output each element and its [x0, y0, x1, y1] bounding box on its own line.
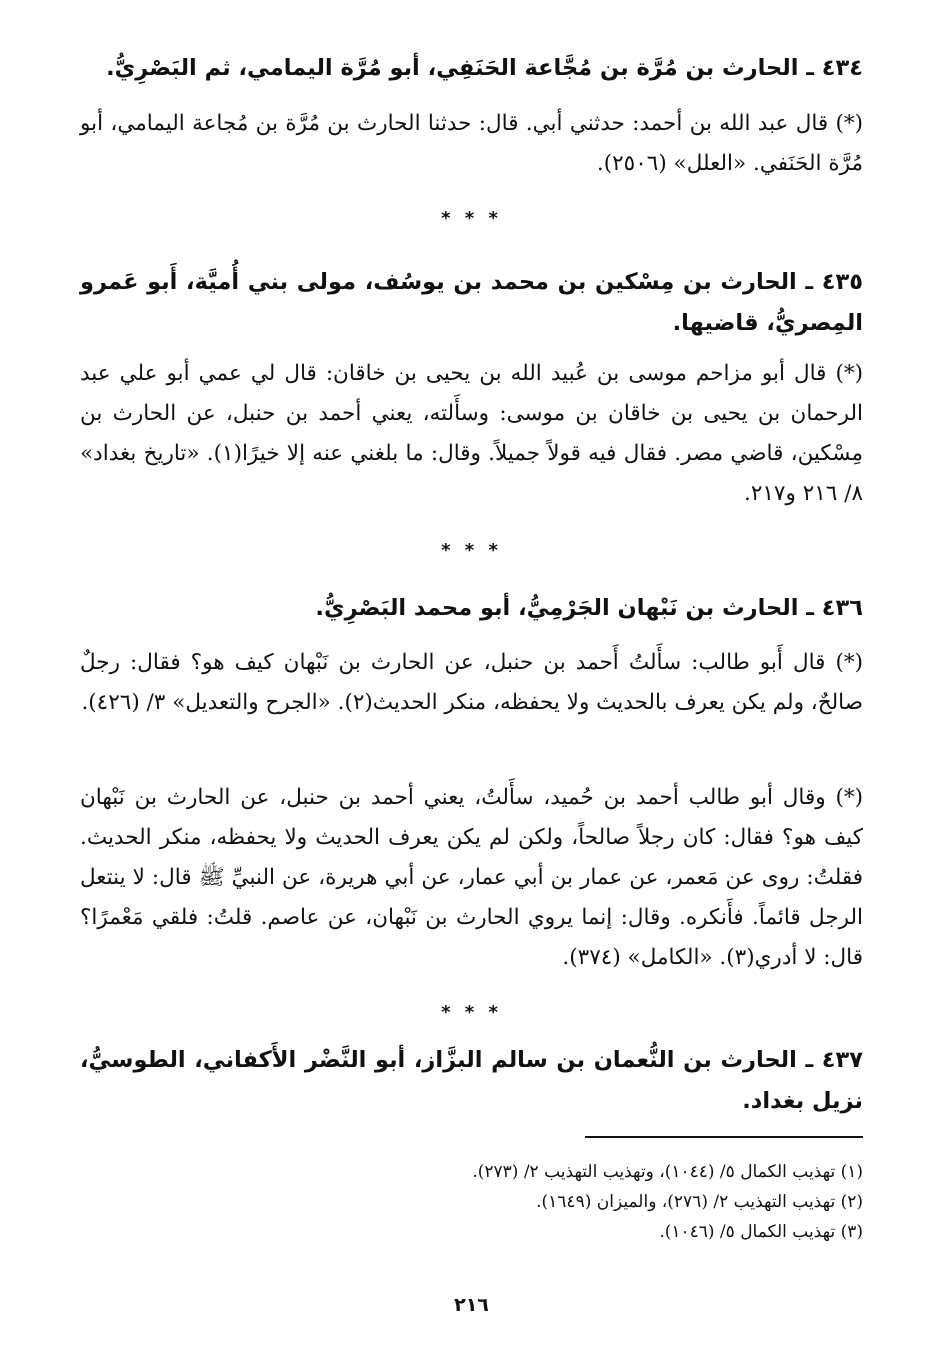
- footnote-rule: [585, 1136, 863, 1138]
- entry-436-paragraph-1: (*) قال أَبو طالب: سأَلتُ أَحمد بن حنبل، عن الحارث بن نَبْهان كيف هو؟ فقال: رجلٌ صالحٌ، ولم يكن يعرف بالحديث ولا يحفظه، منكر الحديث(٢). «الجرح والتعديل» ٣/ (٤٢٦).: [80, 650, 863, 715]
- page-number: ٢١٦: [454, 1294, 489, 1316]
- entry-436-heading: ٤٣٦ ـ الحارث بن نَبْهان الجَرْمِيُّ، أبو محمد البَصْرِيُّ.: [315, 595, 863, 621]
- footnote-3: (٣) تهذيب الكمال ٥/ (١٠٤٦).: [659, 1222, 863, 1242]
- entry-434-paragraph: (*) قال عبد الله بن أحمد: حدثني أبي. قال: حدثنا الحارث بن مُرَّة بن مُجاعة اليمامي، أبو مُرَّة الحَنَفي. «العلل» (٢٥٠٦).: [80, 111, 863, 176]
- entry-436-paragraph-2: (*) وقال أبو طالب أحمد بن حُميد، سأَلتُ، يعني أحمد بن حنبل، عن الحارث بن نَبْهان كيف هو؟ فقال: كان رجلاً صالحاً، ولكن لم يكن يعرف الحديث ولا يحفظه، منكر الحديث. فقلتُ: روى عن مَعمر، عن عمار بن أبي عمار، عن أبي هريرة، عن النبيِّ ﷺ قال: لا ينتعل الرجل قائماً. فأَنكره. وقال: إنما يروي الحارث بن نَبْهان، عن عاصم. قلتُ: فلقي مَعْمرًا؟ قال: لا أدري(٣). «الكامل» (٣٧٤).: [80, 785, 863, 970]
- entry-434-heading: ٤٣٤ ـ الحارث بن مُرَّة بن مُجَّاعة الحَنَفِي، أبو مُرَّة اليمامي، ثم البَصْرِيُّ.: [106, 55, 863, 81]
- entry-435-paragraph: (*) قال أبو مزاحم موسى بن عُبيد الله بن يحيى بن خاقان: قال لي عمي أبو علي عبد الرحمان بن يحيى بن خاقان بن موسى: وسأَلته، يعني أحمد بن حنبل، عن الحارث بن مِسْكين، قاضي مصر. فقال فيه قولاً جميلاً. وقال: ما بلغني عنه إلا خيرًا(١). «تاريخ بغداد» ٨/ ٢١٦ و٢١٧.: [80, 361, 863, 506]
- section-separator: * * *: [441, 540, 502, 561]
- footnote-1: (١) تهذيب الكمال ٥/ (١٠٤٤)، وتهذيب التهذيب ٢/ (٢٧٣).: [472, 1162, 863, 1182]
- section-separator: * * *: [441, 208, 502, 229]
- entry-437-heading: ٤٣٧ ـ الحارث بن النُّعمان بن سالم البزَّاز، أبو النَّضْر الأَكفاني، الطوسيُّ، نزيل بغداد.: [80, 1047, 863, 1114]
- section-separator: * * *: [441, 1002, 502, 1023]
- entry-435-heading: ٤٣٥ ـ الحارث بن مِسْكين بن محمد بن يوسُف، مولى بني أُميَّة، أَبو عَمرو المِصريُّ، قاضيها.: [80, 269, 863, 336]
- footnote-2: (٢) تهذيب التهذيب ٢/ (٢٧٦)، والميزان (١٦٤٩).: [536, 1192, 863, 1212]
